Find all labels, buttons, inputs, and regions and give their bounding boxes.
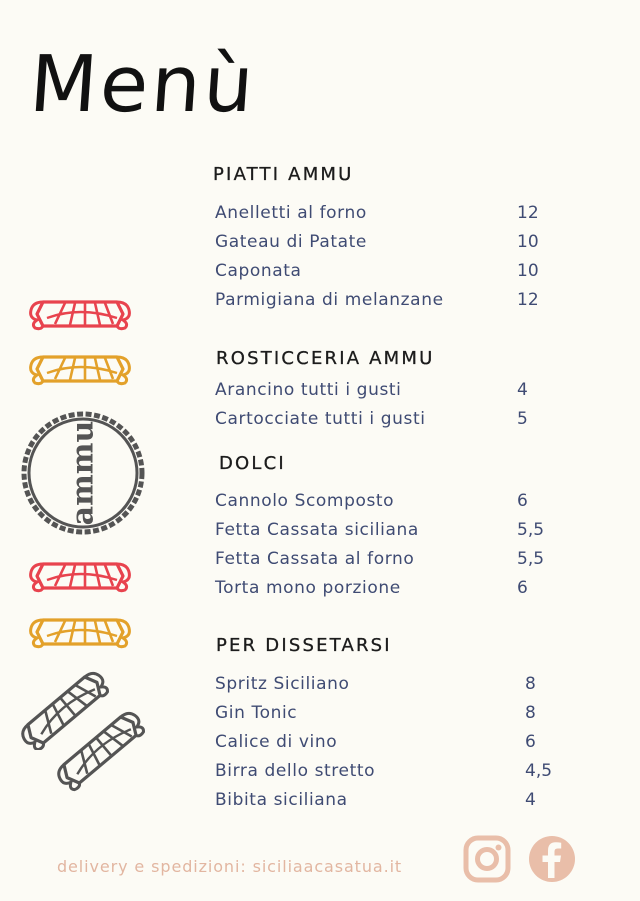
menu-item-price: 4 xyxy=(525,790,536,810)
cannolo-red-icon xyxy=(25,556,135,596)
menu-item-name: Bibita siciliana xyxy=(215,790,348,810)
page-title: Menù xyxy=(26,40,260,130)
section-title: PER DISSETARSI xyxy=(216,635,392,656)
menu-item-name: Birra dello stretto xyxy=(215,761,376,781)
menu-item-name: Fetta Cassata al forno xyxy=(215,549,415,569)
menu-item-name: Arancino tutti i gusti xyxy=(215,380,402,400)
menu-item-price: 10 xyxy=(517,232,539,252)
menu-item-price: 6 xyxy=(517,491,528,511)
menu-item-price: 10 xyxy=(517,261,539,281)
cannolo-gray-icon xyxy=(50,705,150,795)
menu-item-price: 5,5 xyxy=(517,520,545,540)
menu-item-price: 4,5 xyxy=(525,761,553,781)
menu-item-price: 12 xyxy=(517,290,539,310)
section-title: ROSTICCERIA AMMU xyxy=(216,348,435,369)
menu-item-name: Torta mono porzione xyxy=(215,578,401,598)
menu-item-price: 6 xyxy=(525,732,536,752)
section-title: PIATTI AMMU xyxy=(213,164,354,185)
menu-item-name: Cannolo Scomposto xyxy=(215,491,395,511)
cannolo-red-icon xyxy=(25,294,135,334)
menu-item-price: 5,5 xyxy=(517,549,545,569)
facebook-icon[interactable] xyxy=(527,834,577,884)
menu-item-price: 8 xyxy=(525,703,536,723)
menu-item-name: Fetta Cassata siciliana xyxy=(215,520,419,540)
menu-item-price: 5 xyxy=(517,409,528,429)
cannolo-orange-icon xyxy=(25,349,135,389)
menu-item-price: 12 xyxy=(517,203,539,223)
menu-item-name: Spritz Siciliano xyxy=(215,674,350,694)
menu-item-name: Calice di vino xyxy=(215,732,338,752)
menu-item-name: Parmigiana di melanzane xyxy=(215,290,444,310)
footer-delivery-text: delivery e spedizioni: siciliaacasatua.it xyxy=(57,857,403,876)
instagram-icon[interactable] xyxy=(463,835,511,883)
menu-item-name: Cartocciate tutti i gusti xyxy=(215,409,426,429)
ammu-logo xyxy=(15,405,151,541)
menu-item-price: 6 xyxy=(517,578,528,598)
cannolo-orange-icon xyxy=(25,612,135,652)
menu-item-name: Anelletti al forno xyxy=(215,203,367,223)
menu-item-price: 4 xyxy=(517,380,528,400)
menu-item-price: 8 xyxy=(525,674,536,694)
menu-item-name: Gateau di Patate xyxy=(215,232,367,252)
section-title: DOLCI xyxy=(219,453,286,474)
logo-text: ammu xyxy=(65,420,101,526)
menu-item-name: Gin Tonic xyxy=(215,703,298,723)
menu-item-name: Caponata xyxy=(215,261,302,281)
